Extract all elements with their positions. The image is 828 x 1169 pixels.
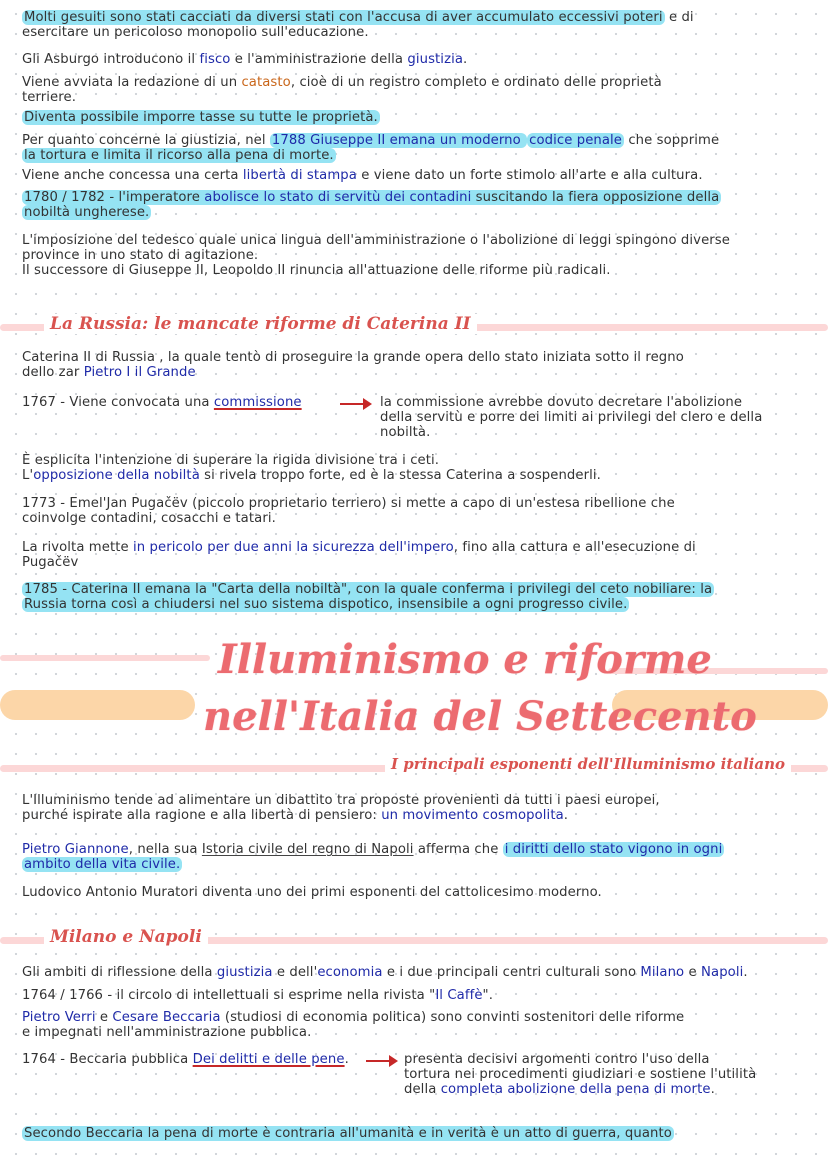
paragraph-rivolta: La rivolta mette in pericolo per due anni la sicurezza dell'impero, fino alla cattura e all'esecuzione di Pugačëv bbox=[22, 540, 696, 570]
paragraph-caterina: Caterina II di Russia , la quale tentò di proseguire la grande opera dello stato iniziata sotto il regno dello zar Pietro I il Grande bbox=[22, 350, 684, 380]
paragraph-pena-di-morte: Secondo Beccaria la pena di morte è contraria all'umanità e in verità è un atto di guerra, quanto bbox=[24, 1126, 672, 1141]
page-title-line2: nell'Italia del Settecento bbox=[203, 693, 757, 740]
paragraph-catasto: Viene avviata la redazione di un catasto, cioè di un registro completo e ordinato delle proprietà terriere. bbox=[22, 75, 662, 105]
paragraph-carta-nobilta: 1785 - Caterina II emana la "Carta della nobiltà", con la quale conferma i privilegi del ceto nobiliare: la Russia torna così a chiudersi nel suo sistema dispotico, insensibile a ogni progresso civile. bbox=[24, 582, 713, 612]
paragraph-fisco: Gli Asburgo introducono il fisco e l'amministrazione della giustizia. bbox=[22, 52, 468, 67]
paragraph-tedesco: L'imposizione del tedesco quale unica lingua dell'amministrazione o l'abolizione di leggi spingono diverse province in uno stato di agitazione. Il successore di Giuseppe II, Leopoldo II rinuncia all'attuazione delle riforme più radicali. bbox=[22, 233, 730, 278]
paragraph-giannone: Pietro Giannone, nella sua Istoria civile del regno di Napoli afferma che i diritti dello stato vigono in ogni ambito della vita civile. bbox=[22, 842, 723, 872]
paragraph-pugacev: 1773 - Emel'Jan Pugačëv (piccolo proprietario terriero) si mette a capo di un'estesa ribellione che coinvolge contadini, cosacchi e tatari. bbox=[22, 496, 675, 526]
paragraph-cosmopolita: L'Illuminismo tende ad alimentare un dibattito tra proposte provenienti da tutti i paesi europei, purché ispirate alla ragione e alla libertà di pensiero: un movimento cosmopolita. bbox=[22, 793, 660, 823]
highlight-text: Molti gesuiti sono stati cacciati da diversi stati con l'accusa di aver accumulato eccessivi poteri bbox=[24, 10, 663, 25]
section-title-esponenti: I principali esponenti dell'Illuminismo italiano bbox=[385, 755, 791, 773]
page-title-line1: Illuminismo e riforme bbox=[218, 636, 712, 683]
paragraph-tasse: Diventa possibile imporre tasse su tutte le proprietà. bbox=[24, 110, 378, 125]
title-band-orange-left bbox=[0, 690, 195, 720]
paragraph-ambiti: Gli ambiti di riflessione della giustizia e dell'economia e i due principali centri culturali sono Milano e Napoli. bbox=[22, 965, 748, 980]
paragraph-codice-penale: Per quanto concerne la giustizia, nel 1788 Giuseppe II emana un moderno codice penale che sopprime la tortura e limita il ricorso alla pena di morte. bbox=[22, 133, 720, 163]
dei-delitti-note: presenta decisivi argomenti contro l'uso della tortura nei procedimenti giudiziari e sostiene l'utilità della completa abolizione della pena di morte. bbox=[404, 1052, 757, 1097]
section-title-milano-napoli: Milano e Napoli bbox=[44, 927, 208, 947]
paragraph-ceti: È esplicita l'intenzione di superare la rigida divisione tra i ceti. L'opposizione della nobiltà si rivela troppo forte, ed è la stessa Caterina a sospenderli. bbox=[22, 453, 601, 483]
paragraph-commissione: 1767 - Viene convocata una commissione bbox=[22, 395, 302, 410]
paragraph-gesuiti: Molti gesuiti sono stati cacciati da diversi stati con l'accusa di aver accumulato eccessivi poteri e di esercitare un pericoloso monopolio sull'educazione. bbox=[22, 10, 694, 40]
title-band-left bbox=[0, 655, 210, 661]
paragraph-verri-beccaria: Pietro Verri e Cesare Beccaria (studiosi di economia politica) sono convinti sostenitori delle riforme e impegnati nell'amministrazione pubblica. bbox=[22, 1010, 685, 1040]
commissione-note: la commissione avrebbe dovuto decretare l'abolizione della servitù e porre dei limiti ai privilegi del clero e della nobiltà. bbox=[380, 395, 763, 440]
paragraph-dei-delitti: 1764 - Beccaria pubblica Dei delitti e delle pene. bbox=[22, 1052, 349, 1067]
paragraph-caffe: 1764 / 1766 - il circolo di intellettuali si esprime nella rivista "Il Caffè". bbox=[22, 988, 494, 1003]
paragraph-stampa: Viene anche concessa una certa libertà di stampa e viene dato un forte stimolo all'arte e alla cultura. bbox=[22, 168, 703, 183]
paragraph-servitu: 1780 / 1782 - l'imperatore abolisce lo stato di servitù dei contadini suscitando la fiera opposizione della nobiltà ungherese. bbox=[24, 190, 720, 220]
arrow-icon bbox=[366, 1060, 396, 1062]
paragraph-muratori: Ludovico Antonio Muratori diventa uno dei primi esponenti del cattolicesimo moderno. bbox=[22, 885, 602, 900]
arrow-icon bbox=[340, 403, 370, 405]
section-title-russia: La Russia: le mancate riforme di Caterina II bbox=[44, 314, 477, 334]
